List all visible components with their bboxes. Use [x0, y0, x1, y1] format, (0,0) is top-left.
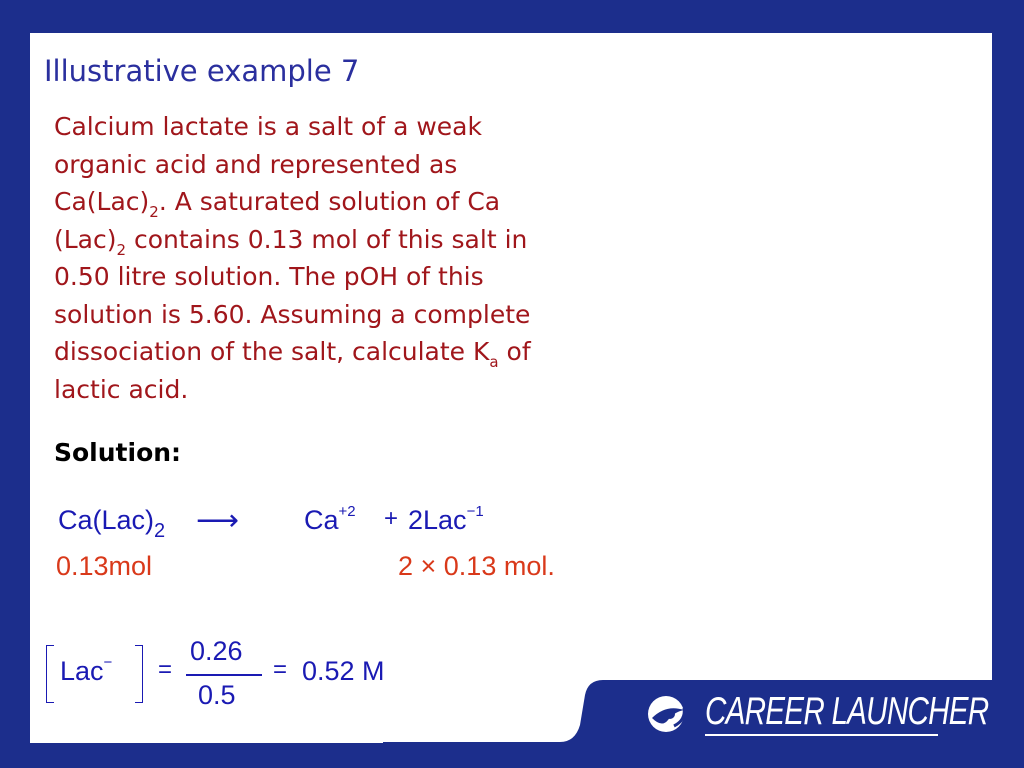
career-launcher-emblem-icon	[644, 690, 700, 746]
problem-line: $(Lac)_2$ contains 0.13 mol of this salt in	[54, 224, 528, 259]
fraction-numerator: 0.26	[190, 636, 243, 666]
problem-line: 0.50 litre solution. The pOH of this	[54, 262, 484, 291]
equals-sign: =	[273, 656, 288, 683]
problem-line: lactic acid.	[54, 374, 189, 404]
equation-product-lactate: 2Lac$^{-1}$	[408, 503, 484, 535]
equation-plus: +	[384, 505, 399, 532]
equation-reactant: $Ca(Lac)_2$	[58, 505, 166, 542]
lactate-species: Lac−	[60, 654, 113, 686]
fraction-denominator: 0.5	[198, 680, 236, 710]
problem-line: organic acid and represented as	[54, 149, 458, 179]
fraction-bar	[186, 674, 262, 676]
slide-title: Illustrative example 7	[44, 54, 360, 88]
problem-line: Calcium lactate is a salt of a weak	[54, 112, 482, 141]
problem-line: solution is 5.60. Assuming a complete	[54, 299, 531, 329]
problem-line: $Ca(Lac)_2$. A saturated solution of Ca	[54, 187, 501, 221]
concentration-result: 0.52 M	[302, 656, 385, 686]
equation-product-calcium: $Ca^{+2}$	[304, 503, 356, 535]
reactant-amount: 0.13mol	[56, 551, 153, 581]
equals-sign: =	[158, 656, 173, 683]
problem-line: dissociation of the salt, calculate $K_a$ of	[54, 337, 531, 371]
reaction-arrow: ⟶	[196, 504, 240, 537]
product-amount: 2 × 0.13 mol.	[398, 551, 555, 581]
problem-statement	[54, 108, 674, 408]
right-bracket	[135, 645, 143, 703]
brand-logo-text: CAREER LAUNCHER	[705, 690, 989, 733]
left-bracket	[46, 645, 54, 703]
logo-underline	[705, 734, 938, 736]
solution-label: Solution:	[54, 438, 182, 467]
